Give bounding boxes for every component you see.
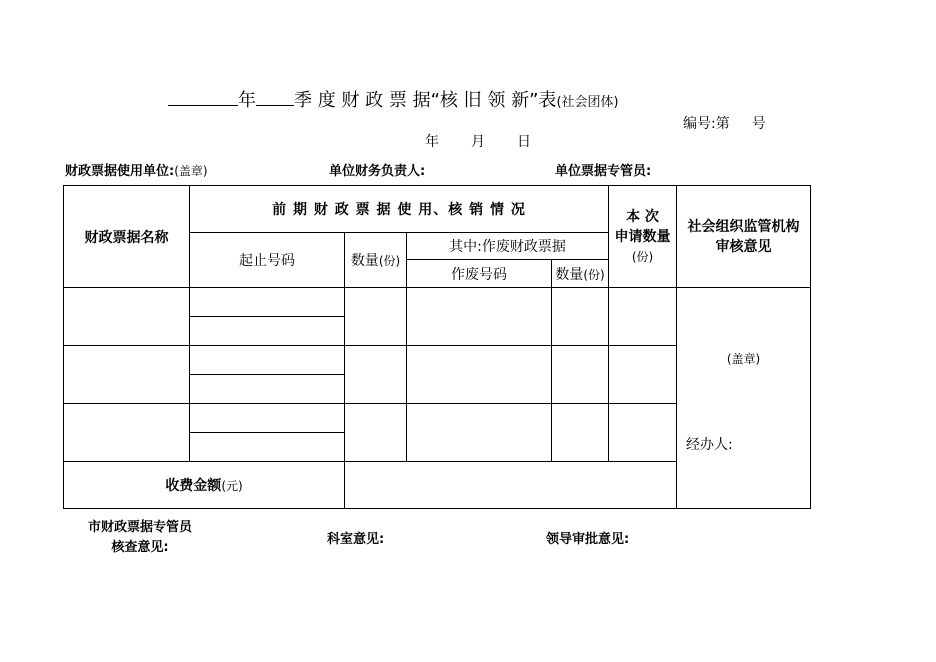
date-month: 月 [471, 134, 485, 150]
unit-seal: (盖章) [174, 164, 208, 178]
review-line1: 社会组织监管机构 [687, 218, 800, 235]
header-ticket-name: 财政票据名称 [64, 186, 190, 288]
cell-apply-quantity[interactable] [609, 288, 677, 346]
header-review-opinion [677, 186, 811, 288]
city-custodian-line1: 市财政票据专管员 [88, 520, 193, 535]
quarter-blank[interactable] [256, 89, 294, 106]
title-year-label: 年 [238, 90, 256, 111]
finance-head-field: 单位财务负责人: [329, 164, 426, 179]
year-blank[interactable] [168, 89, 238, 106]
cell-void-quantity[interactable] [552, 288, 609, 346]
cell-ticket-name[interactable] [64, 404, 190, 462]
cell-range[interactable] [190, 433, 345, 462]
cell-ticket-name[interactable] [64, 288, 190, 346]
review-seal: (盖章) [726, 352, 761, 366]
serial-number [683, 113, 766, 133]
city-custodian-opinion [88, 518, 192, 558]
date-year: 年 [425, 134, 439, 150]
unit-field [65, 160, 208, 179]
cell-range[interactable] [190, 317, 345, 346]
review-handler: 经办人: [686, 437, 733, 453]
cell-range[interactable] [190, 375, 345, 404]
cell-quantity[interactable] [345, 404, 407, 462]
form-date [425, 131, 531, 151]
fee-unit: (元) [221, 479, 243, 493]
cell-range[interactable] [190, 404, 345, 433]
cell-void-quantity[interactable] [552, 404, 609, 462]
qty-label: 数量 [350, 253, 379, 269]
fee-label-cell [64, 462, 345, 509]
apply-line2: 申请数量 [614, 228, 671, 245]
cell-ticket-name[interactable] [64, 346, 190, 404]
cell-range[interactable] [190, 346, 345, 375]
header-quantity [345, 233, 407, 288]
apply-line1: 本 次 [626, 208, 659, 225]
unit-label: 财政票据使用单位: [65, 164, 175, 179]
qty-unit: (份) [378, 254, 401, 268]
city-custodian-line2: 核查意见: [111, 540, 169, 555]
title-main-text: 季 度 财 政 票 据“核 旧 领 新”表 [294, 90, 557, 111]
cell-void-number[interactable] [407, 404, 552, 462]
title-subtitle: (社会团体) [556, 95, 619, 110]
form-title [168, 86, 619, 112]
cell-apply-quantity[interactable] [609, 404, 677, 462]
cell-void-quantity[interactable] [552, 346, 609, 404]
date-day: 日 [517, 134, 531, 150]
fee-amount-cell[interactable] [345, 462, 677, 509]
cell-void-number[interactable] [407, 346, 552, 404]
serial-suffix: 号 [751, 116, 766, 132]
custodian-field: 单位票据专管员: [555, 164, 652, 179]
void-qty-unit: (份) [583, 267, 605, 282]
header-range: 起止号码 [190, 233, 345, 288]
serial-label: 编号:第 [683, 116, 730, 132]
ticket-table [63, 185, 811, 509]
cell-quantity[interactable] [345, 346, 407, 404]
cell-apply-quantity[interactable] [609, 346, 677, 404]
review-line2: 审核意见 [715, 238, 772, 255]
cell-void-number[interactable] [407, 288, 552, 346]
void-qty-label: 数量 [555, 266, 584, 283]
header-previous-usage: 前 期 财 政 票 据 使 用、核 销 情 况 [190, 186, 609, 233]
header-void-group: 其中:作废财政票据 [407, 233, 609, 260]
header-apply-quantity [609, 186, 677, 288]
header-void-number: 作废号码 [407, 260, 552, 288]
leader-opinion: 领导审批意见: [546, 532, 630, 547]
cell-range[interactable] [190, 288, 345, 317]
apply-unit: (份) [631, 249, 654, 264]
header-void-quantity [552, 260, 609, 288]
dept-opinion: 科室意见: [327, 532, 385, 547]
cell-quantity[interactable] [345, 288, 407, 346]
review-opinion-box[interactable] [677, 288, 811, 509]
fee-label: 收费金额 [165, 478, 222, 494]
